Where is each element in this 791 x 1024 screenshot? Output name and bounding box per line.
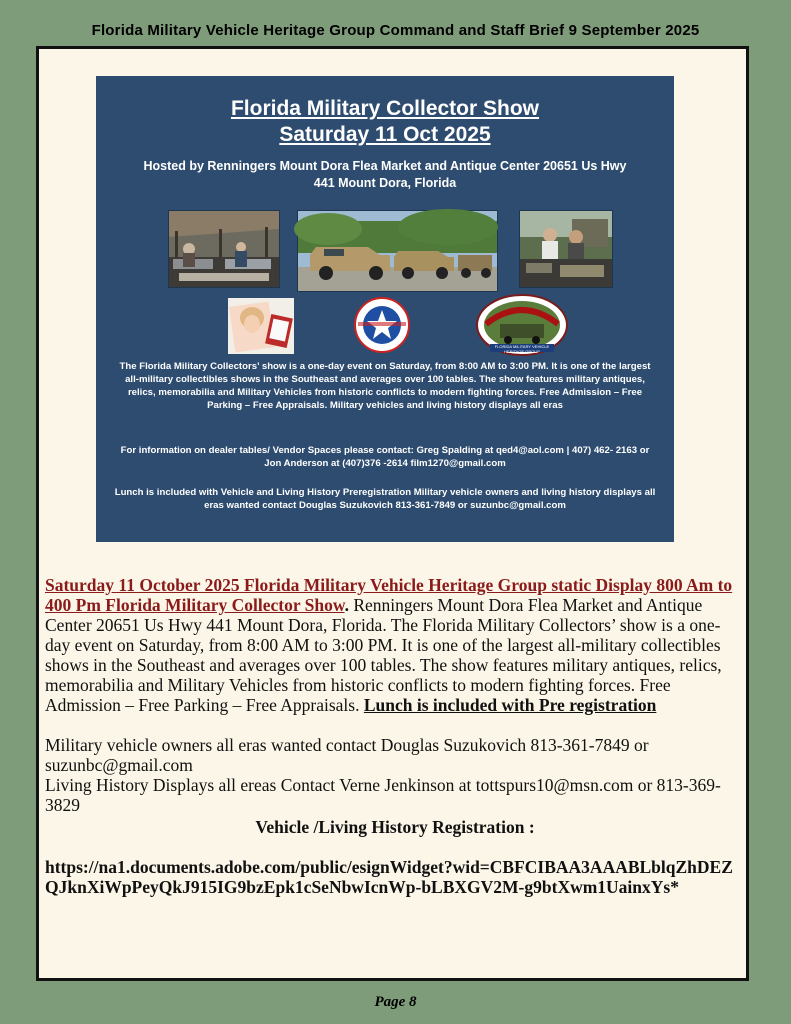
registration-title: Vehicle /Living History Registration : (255, 817, 535, 837)
flyer-title-line2: Saturday 11 Oct 2025 (279, 123, 491, 146)
flyer-description: The Florida Military Collectors’ show is a one-day event on Saturday, from 8:00 AM to 3:00 PM. It is one of the largest all-military collectibles shows in the Southeast and averages over 100 tables. The show features military antiques, relics, memorabilia and Military Vehicles from historic conflicts to modern fighting forces. Free Admission – Free Parking – Free Appraisals. Military vehicles and living history displays all eras (119, 361, 651, 411)
humvee-photo (297, 210, 498, 292)
collectors-photo (519, 210, 613, 288)
flyer-logo-row (96, 298, 674, 356)
page-header: Florida Military Vehicle Heritage Group Command and Staff Brief 9 September 2025 (91, 22, 700, 39)
article-body (45, 575, 745, 897)
flyer-host: Hosted by Renningers Mount Dora Flea Market and Antique Center 20651 Us Hwy 441 Mount Dora, Florida (143, 159, 627, 190)
flyer-dealer-info: For information on dealer tables/ Vendor Spaces please contact: Greg Spalding at qed4@aol.com | 407) 462- 2163 or Jon Anderson at (407)376 -2614 film1270@gmail.com (120, 445, 650, 469)
collectors-show-logo (354, 296, 410, 354)
flyer-title-line1: Florida Military Collector Show (230, 97, 540, 120)
living-history-contact: Living History Displays all ereas Contact Verne Jenkinson at tottspurs10@msn.com or 813-369-3829 (45, 775, 721, 815)
event-flyer (96, 76, 674, 542)
lunch-note: Lunch is included with Pre registration (363, 695, 657, 715)
flyer-title (96, 96, 674, 148)
market-tables-photo (168, 210, 280, 288)
flyer-photo-row (96, 208, 674, 288)
collectors-show-logo-text (314, 356, 450, 357)
flyer-lunch-info: Lunch is included with Vehicle and Living History Preregistration Military vehicle owners and living history displays all eras wanted contact Douglas Suzukovich 813-361-7849 or suzunbc@gmail.com (114, 487, 656, 511)
content-frame (36, 46, 749, 981)
page-number: Page 8 (374, 994, 417, 1010)
heritage-group-logo-text: FLORIDA MILITARY VEHICLE HERITAGE GROUP (494, 344, 550, 354)
heritage-group-logo (476, 294, 568, 356)
pinup-card-image (228, 298, 294, 354)
vehicle-contact: Military vehicle owners all eras wanted contact Douglas Suzukovich 813-361-7849 or suzunbc@gmail.com (45, 735, 649, 775)
registration-link[interactable]: https://na1.documents.adobe.com/public/esignWidget?wid=CBFCIBAA3AAABLblqZhDEZQJknXiWpPeyQkJ915IG9bzEpk1cSeNbwIcnWp-bLBXGV2M-g9btXwm1UainxYs* (45, 857, 733, 897)
article-paragraph (45, 575, 745, 715)
article-lead-period: . (344, 595, 349, 615)
article-lead: Saturday 11 October 2025 Florida Military Vehicle Heritage Group static Display 800 Am to 400 Pm Florida Military Collector Show (45, 575, 733, 615)
article-description: Renningers Mount Dora Flea Market and Antique Center 20651 Us Hwy 441 Mount Dora, Florida. The Florida Military Collectors’ show is a one-day event on Saturday, from 8:00 AM to 3:00 PM. It is one of the largest all-military collectibles shows in the Southeast and averages over 100 tables. The show features military antiques, relics, memorabilia and Military Vehicles from historic conflicts to modern fighting forces. Free Admission – Free Parking – Free Appraisals. (45, 595, 722, 715)
